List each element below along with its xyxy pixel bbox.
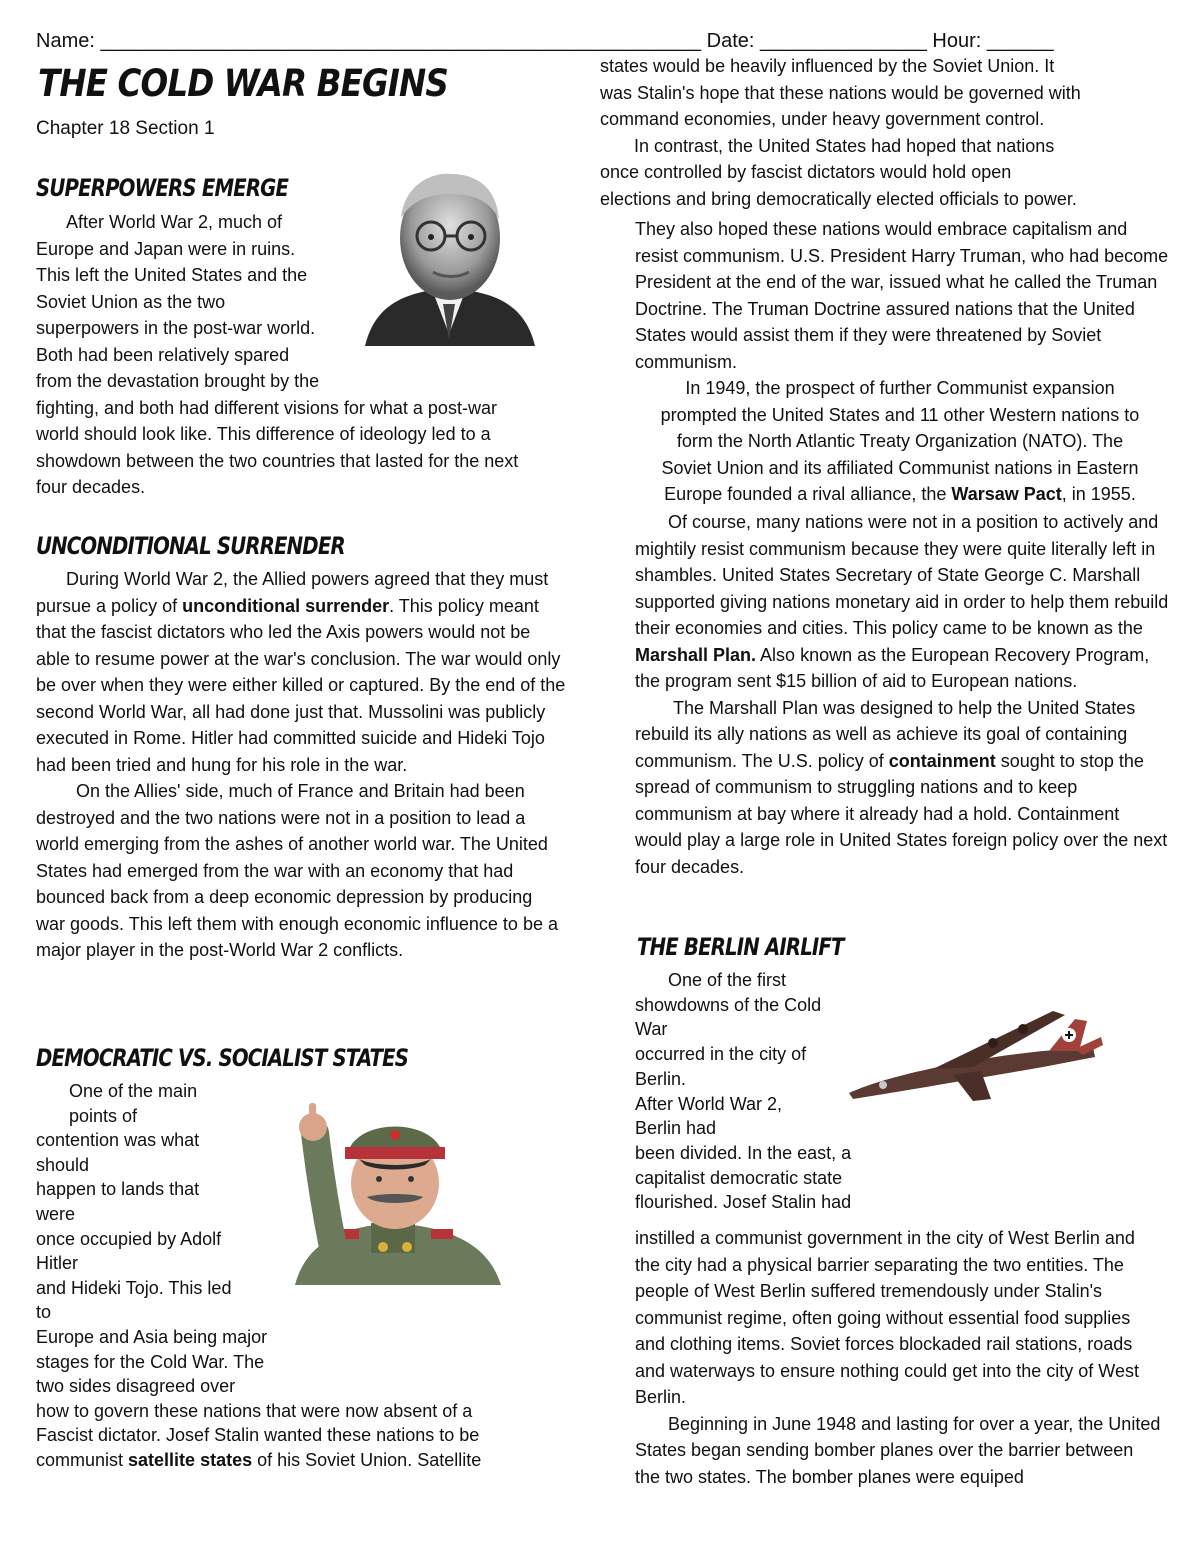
airlift-paragraph-2: Beginning in June 1948 and lasting for over a year, the United States began sending bomber planes over the barrier between the two states. The bomber planes were equiped	[635, 1413, 1161, 1487]
text-line: fighting, and both had different visions for what a post-war	[36, 397, 497, 418]
text-line: elections and bring democratically elected officials to power.	[600, 188, 1077, 209]
text-span: of his Soviet Union. Satellite	[252, 1449, 482, 1470]
section-heading-superpowers: SUPERPOWERS EMERGE	[36, 174, 289, 202]
text-line: Europe and Japan were in ruins.	[36, 238, 296, 259]
text-line: Soviet Union as the two	[36, 291, 226, 312]
text-span: Also known as the European Recovery Program, the program sent $15 billion of aid to European nations.	[635, 644, 1150, 691]
text-line: contention was what	[36, 1130, 200, 1151]
text-line: Soviet Union and its affiliated Communist nations in Eastern	[661, 457, 1139, 478]
page-subtitle: Chapter 18 Section 1	[36, 118, 215, 139]
text-span: Of course, many nations were not in a position to actively and mightily resist communism because they were quite literally left in shambles. United States Secretary of State George C. Marshall supported giving nations monetary aid in order to help them rebuild their economies and cities. This policy came to be known as the	[635, 512, 1169, 638]
text-line: Berlin had	[635, 1118, 717, 1139]
text-line: showdowns of the Cold	[635, 994, 822, 1015]
text-line: been divided. In the east, a	[635, 1142, 852, 1163]
page-title: THE COLD WAR BEGINS	[38, 62, 448, 105]
text-span: During World War 2, the Allied powers agreed that they must pursue a policy of	[36, 569, 549, 616]
bold-term-unconditional-surrender: unconditional surrender	[182, 595, 390, 616]
text-line: how to govern these nations that were now absent of a	[36, 1400, 473, 1421]
text-line: One of the first	[668, 970, 787, 990]
surrender-paragraph-1	[36, 566, 566, 778]
text-line: occurred in the city of	[635, 1044, 807, 1065]
marshall-paragraph-2	[635, 695, 1170, 881]
text-span: Europe founded a rival alliance, the	[664, 484, 952, 504]
text-line: form the North Atlantic Treaty Organization (NATO). The	[676, 431, 1124, 451]
section-heading-democratic-vs-socialist: DEMOCRATIC VS. SOCIALIST STATES	[36, 1044, 409, 1072]
section-heading-berlin-airlift: THE BERLIN AIRLIFT	[637, 933, 844, 961]
text-span: communist	[36, 1449, 129, 1470]
text-line: to	[36, 1302, 52, 1323]
text-line: once controlled by fascist dictators would hold open	[600, 162, 1012, 182]
text-line: In 1949, the prospect of further Communist expansion	[685, 378, 1115, 398]
text-line: stages for the Cold War. The	[36, 1351, 265, 1372]
text-line: four decades.	[36, 477, 146, 497]
text-line: War	[635, 1019, 668, 1040]
text-line: command economies, under heavy government control.	[600, 109, 1045, 129]
text-line: two sides disagreed over	[36, 1376, 236, 1397]
text-line: and Hideki Tojo. This led	[36, 1277, 232, 1298]
text-line: points of	[69, 1105, 138, 1126]
text-line	[636, 481, 1164, 508]
superpowers-paragraph	[36, 209, 576, 501]
right-top-paragraph	[600, 53, 1160, 212]
text-line: One of the main	[69, 1081, 198, 1101]
text-line: This left the United States and the	[36, 265, 308, 285]
text-span: , in 1955.	[1061, 484, 1136, 504]
bold-term-marshall-plan: Marshall Plan.	[635, 644, 757, 665]
truman-doctrine-paragraph: They also hoped these nations would embrace capitalism and resist communism. U.S. President Harry Truman, who had become President at the end of the war, issued what he called the Truman Doctrine. The Truman Doctrine assured nations that the United States would assist them if they were threatened by Soviet communism.	[635, 219, 1169, 372]
surrender-paragraph-2: On the Allies' side, much of France and Britain had been destroyed and the two nations were not in a position to lead a world emerging from the ashes of another world war. The United States had emerged from the war with an economy that had bounced back from a deep economic depression by producing war goods. This left them with enough economic influence to be a major player in the post-World War 2 conflicts.	[36, 781, 558, 960]
text-line: superpowers in the post-war world.	[36, 318, 316, 338]
bold-term-containment: containment	[888, 750, 996, 771]
text-line: happen to lands that	[36, 1179, 200, 1200]
text-line: Fascist dictator. Josef Stalin wanted these nations to be	[36, 1425, 480, 1446]
marshall-paragraph-1	[635, 509, 1170, 695]
text-line: After World War 2,	[635, 1093, 783, 1114]
text-line: should	[36, 1154, 90, 1175]
airlift-paragraph-1: instilled a communist government in the city of West Berlin and the city had a physical barrier separating the two entities. The people of West Berlin suffered tremendously under Stalin's communist regime, often going without essential food supplies and clothing items. Soviet forces blockaded rail stations, roads and waterways to ensure nothing could get into the city of West Berlin.	[635, 1228, 1139, 1407]
text-line: were	[36, 1203, 76, 1224]
text-line: was Stalin's hope that these nations would be governed with	[600, 82, 1081, 103]
text-line: showdown between the two countries that lasted for the next	[36, 450, 519, 471]
marshall-paragraphs	[635, 509, 1170, 880]
nato-paragraph	[636, 375, 1164, 508]
airlift-narrow-lines	[635, 968, 1175, 1215]
text-line: flourished. Josef Stalin had	[635, 1192, 852, 1213]
text-line: capitalist democratic state	[635, 1167, 843, 1188]
airlift-paragraphs	[635, 1225, 1163, 1490]
text-line: world should look like. This difference of ideology led to a	[36, 424, 491, 444]
text-line: Hitler	[36, 1253, 79, 1274]
states-paragraph	[36, 1079, 536, 1473]
text-span: The Marshall Plan was designed to help the United States rebuild its ally nations as well as achieve its goal of containing communism. The U.S. policy of	[635, 697, 1136, 771]
text-line: Berlin.	[635, 1068, 687, 1089]
text-line: Europe and Asia being major	[36, 1326, 268, 1347]
text-span: . This policy meant that the fascist dictators who led the Axis powers would not be able to resume power at the war's conclusion. The war would only be over when they were either killed or captured. By the end of the second World War, all had done just that. Mussolini was publicly executed in Rome. Hitler had committed suicide and Hideki Tojo had been tried and hung for his role in the war.	[36, 595, 566, 775]
text-line: from the devastation brought by the	[36, 371, 320, 391]
text-line: once occupied by Adolf	[36, 1228, 222, 1249]
bold-term-warsaw-pact: Warsaw Pact	[951, 484, 1062, 504]
text-line: After World War 2, much of	[66, 212, 283, 232]
name-date-hour-line: Name: ______________________________________________________ Date: _______________ Hour: ______	[36, 30, 1054, 52]
section-heading-unconditional-surrender: UNCONDITIONAL SURRENDER	[36, 532, 345, 560]
text-line	[36, 1448, 536, 1473]
surrender-paragraphs	[36, 566, 566, 964]
text-span: sought to stop the spread of communism to struggling nations and to keep communism at bay where it already had a hold. Containment would play a large role in United States foreign policy over the next four decades.	[635, 750, 1168, 877]
text-line: states would be heavily influenced by the Soviet Union. It	[600, 56, 1055, 76]
bold-term-satellite-states: satellite states	[128, 1449, 253, 1470]
text-line: Both had been relatively spared	[36, 344, 290, 365]
text-line: In contrast, the United States had hoped that nations	[634, 135, 1055, 156]
text-line: prompted the United States and 11 other Western nations to	[660, 404, 1140, 425]
